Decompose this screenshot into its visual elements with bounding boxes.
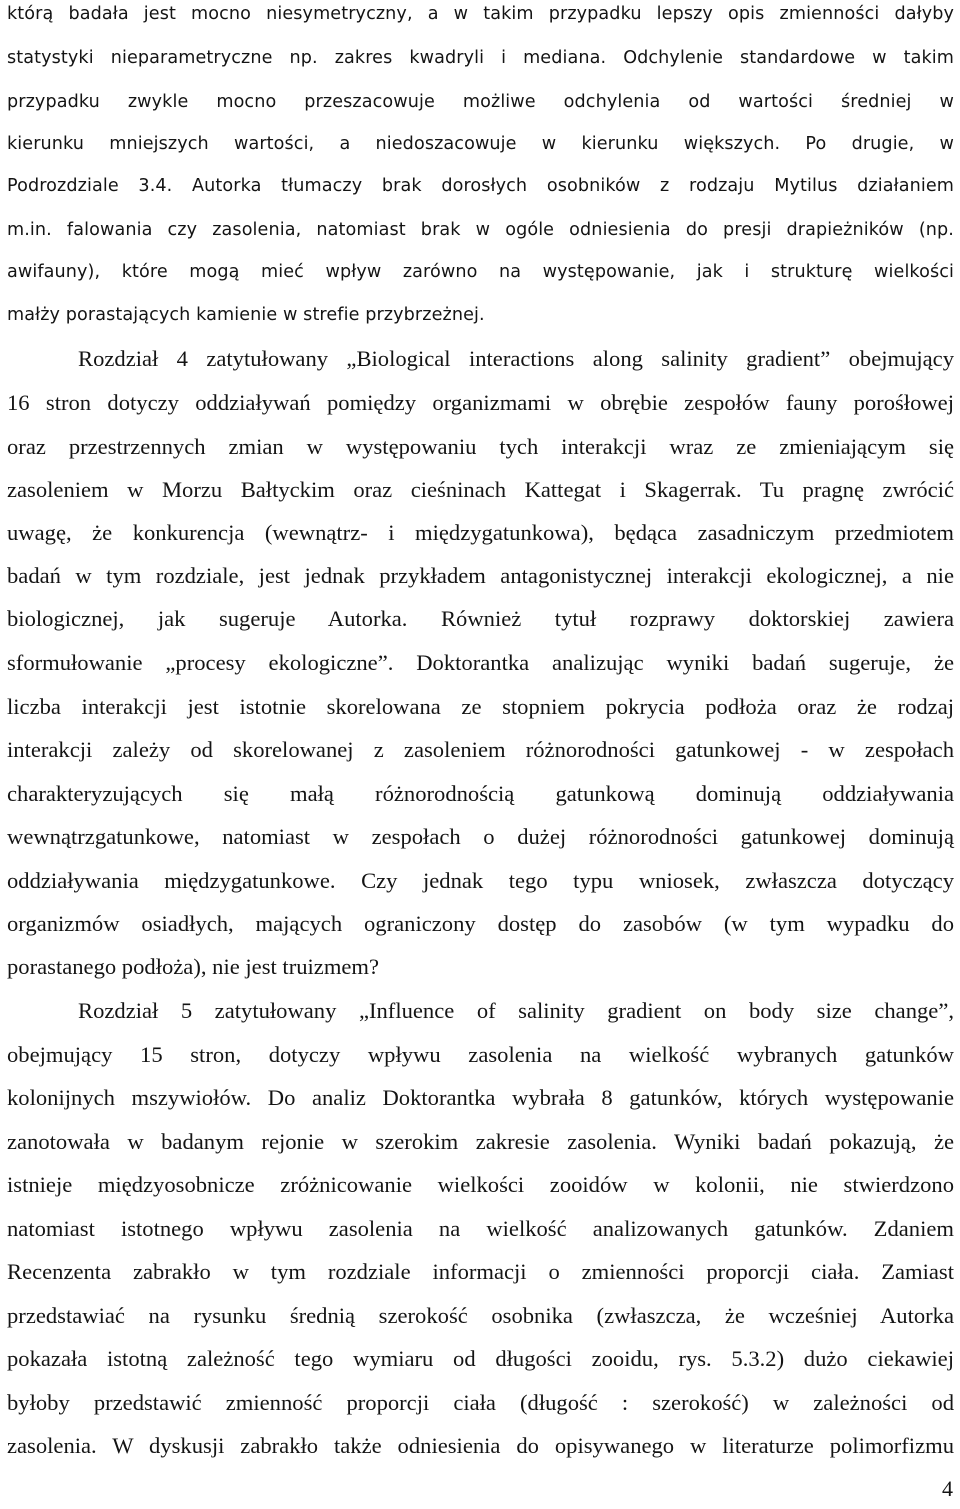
text-line: zanotowała w badanym rejonie w szerokim zakresie zasolenia. Wyniki badań pokazują, że	[7, 1129, 954, 1154]
text-line: przedstawiać na rysunku średnią szerokość osobnika (zwłaszcza, że wcześniej Autorka	[7, 1303, 954, 1328]
text-line: badań w tym rozdziale, jest jednak przykładem antagonistycznej interakcji ekologicznej, a nie	[7, 563, 954, 588]
text-line: sformułowanie „procesy ekologiczne”. Doktorantka analizując wyniki badań sugeruje, że	[7, 650, 954, 675]
text-line: m.in. falowania czy zasolenia, natomiast brak w ogóle odniesienia do presji drapieżników (np.	[7, 220, 954, 240]
text-line: byłoby przedstawić zmienność proporcji ciała (długość : szerokość) w zależności od	[7, 1390, 954, 1415]
text-line: awifauny), które mogą mieć wpływ zarówno na występowanie, jak i strukturę wielkości	[7, 262, 954, 282]
text-line: zasolenia. W dyskusji zabrakło także odniesienia do opisywanego w literaturze polimorfizmu	[7, 1433, 954, 1458]
text-line: 16 stron dotyczy oddziaływań pomiędzy organizmami w obrębie zespołów fauny porośłowej	[7, 390, 954, 415]
text-line: zasoleniem w Morzu Bałtyckim oraz cieśninach Kattegat i Skagerrak. Tu pragnę zwrócić	[7, 477, 954, 502]
paragraph-first-line: Rozdział 5 zatytułowany „Influence of salinity gradient on body size change”,	[78, 998, 954, 1023]
text-line: którą badała jest mocno niesymetryczny, a w takim przypadku lepszy opis zmienności dałyby	[7, 4, 954, 24]
text-line: istnieje międzyosobnicze zróżnicowanie wielkości zooidów w kolonii, nie stwierdzono	[7, 1172, 954, 1197]
text-line: oraz przestrzennych zmian w występowaniu tych interakcji wraz ze zmieniającym się	[7, 434, 954, 459]
text-line: Podrozdziale 3.4. Autorka tłumaczy brak dorosłych osobników z rodzaju Mytilus działaniem	[7, 176, 954, 196]
text-line: Recenzenta zabrakło w tym rozdziale informacji o zmienności proporcji ciała. Zamiast	[7, 1259, 954, 1284]
text-line: oddziaływania międzygatunkowe. Czy jednak tego typu wniosek, zwłaszcza dotyczący	[7, 868, 954, 893]
text-line: uwagę, że konkurencja (wewnątrz- i międzygatunkowa), będąca zasadniczym przedmiotem	[7, 520, 954, 545]
text-line: statystyki nieparametryczne np. zakres kwadryli i mediana. Odchylenie standardowe w takim	[7, 48, 954, 68]
text-line: interakcji zależy od skorelowanej z zasoleniem różnorodności gatunkowej - w zespołach	[7, 737, 954, 762]
text-line: charakteryzujących się małą różnorodnością gatunkową dominują oddziaływania	[7, 781, 954, 806]
text-line: kierunku mniejszych wartości, a niedoszacowuje w kierunku większych. Po drugie, w	[7, 134, 954, 154]
text-line: pokazała istotną zależność tego wymiaru od długości zooidu, rys. 5.3.2) dużo ciekawiej	[7, 1346, 954, 1371]
text-line: organizmów osiadłych, mających ograniczony dostęp do zasobów (w tym wypadku do	[7, 911, 954, 936]
text-line: natomiast istotnego wpływu zasolenia na wielkość analizowanych gatunków. Zdaniem	[7, 1216, 954, 1241]
paragraph-first-line: Rozdział 4 zatytułowany „Biological interactions along salinity gradient” obejmujący	[78, 346, 954, 371]
text-line: obejmujący 15 stron, dotyczy wpływu zasolenia na wielkość wybranych gatunków	[7, 1042, 954, 1067]
text-line: biologicznej, jak sugeruje Autorka. Również tytuł rozprawy doktorskiej zawiera	[7, 606, 954, 631]
text-line: przypadku zwykle mocno przeszacowuje możliwe odchylenia od wartości średniej w	[7, 92, 954, 112]
text-line: liczba interakcji jest istotnie skorelowana ze stopniem pokrycia podłoża oraz że rodzaj	[7, 694, 954, 719]
text-line: wewnątrzgatunkowe, natomiast w zespołach o dużej różnorodności gatunkowej dominują	[7, 824, 954, 849]
text-line: małży porastających kamienie w strefie przybrzeżnej.	[7, 305, 485, 325]
text-line: porastanego podłoża), nie jest truizmem?	[7, 954, 380, 979]
text-line: kolonijnych mszywiołów. Do analiz Doktorantka wybrała 8 gatunków, których występowanie	[7, 1085, 954, 1110]
page-number: 4	[942, 1476, 953, 1501]
